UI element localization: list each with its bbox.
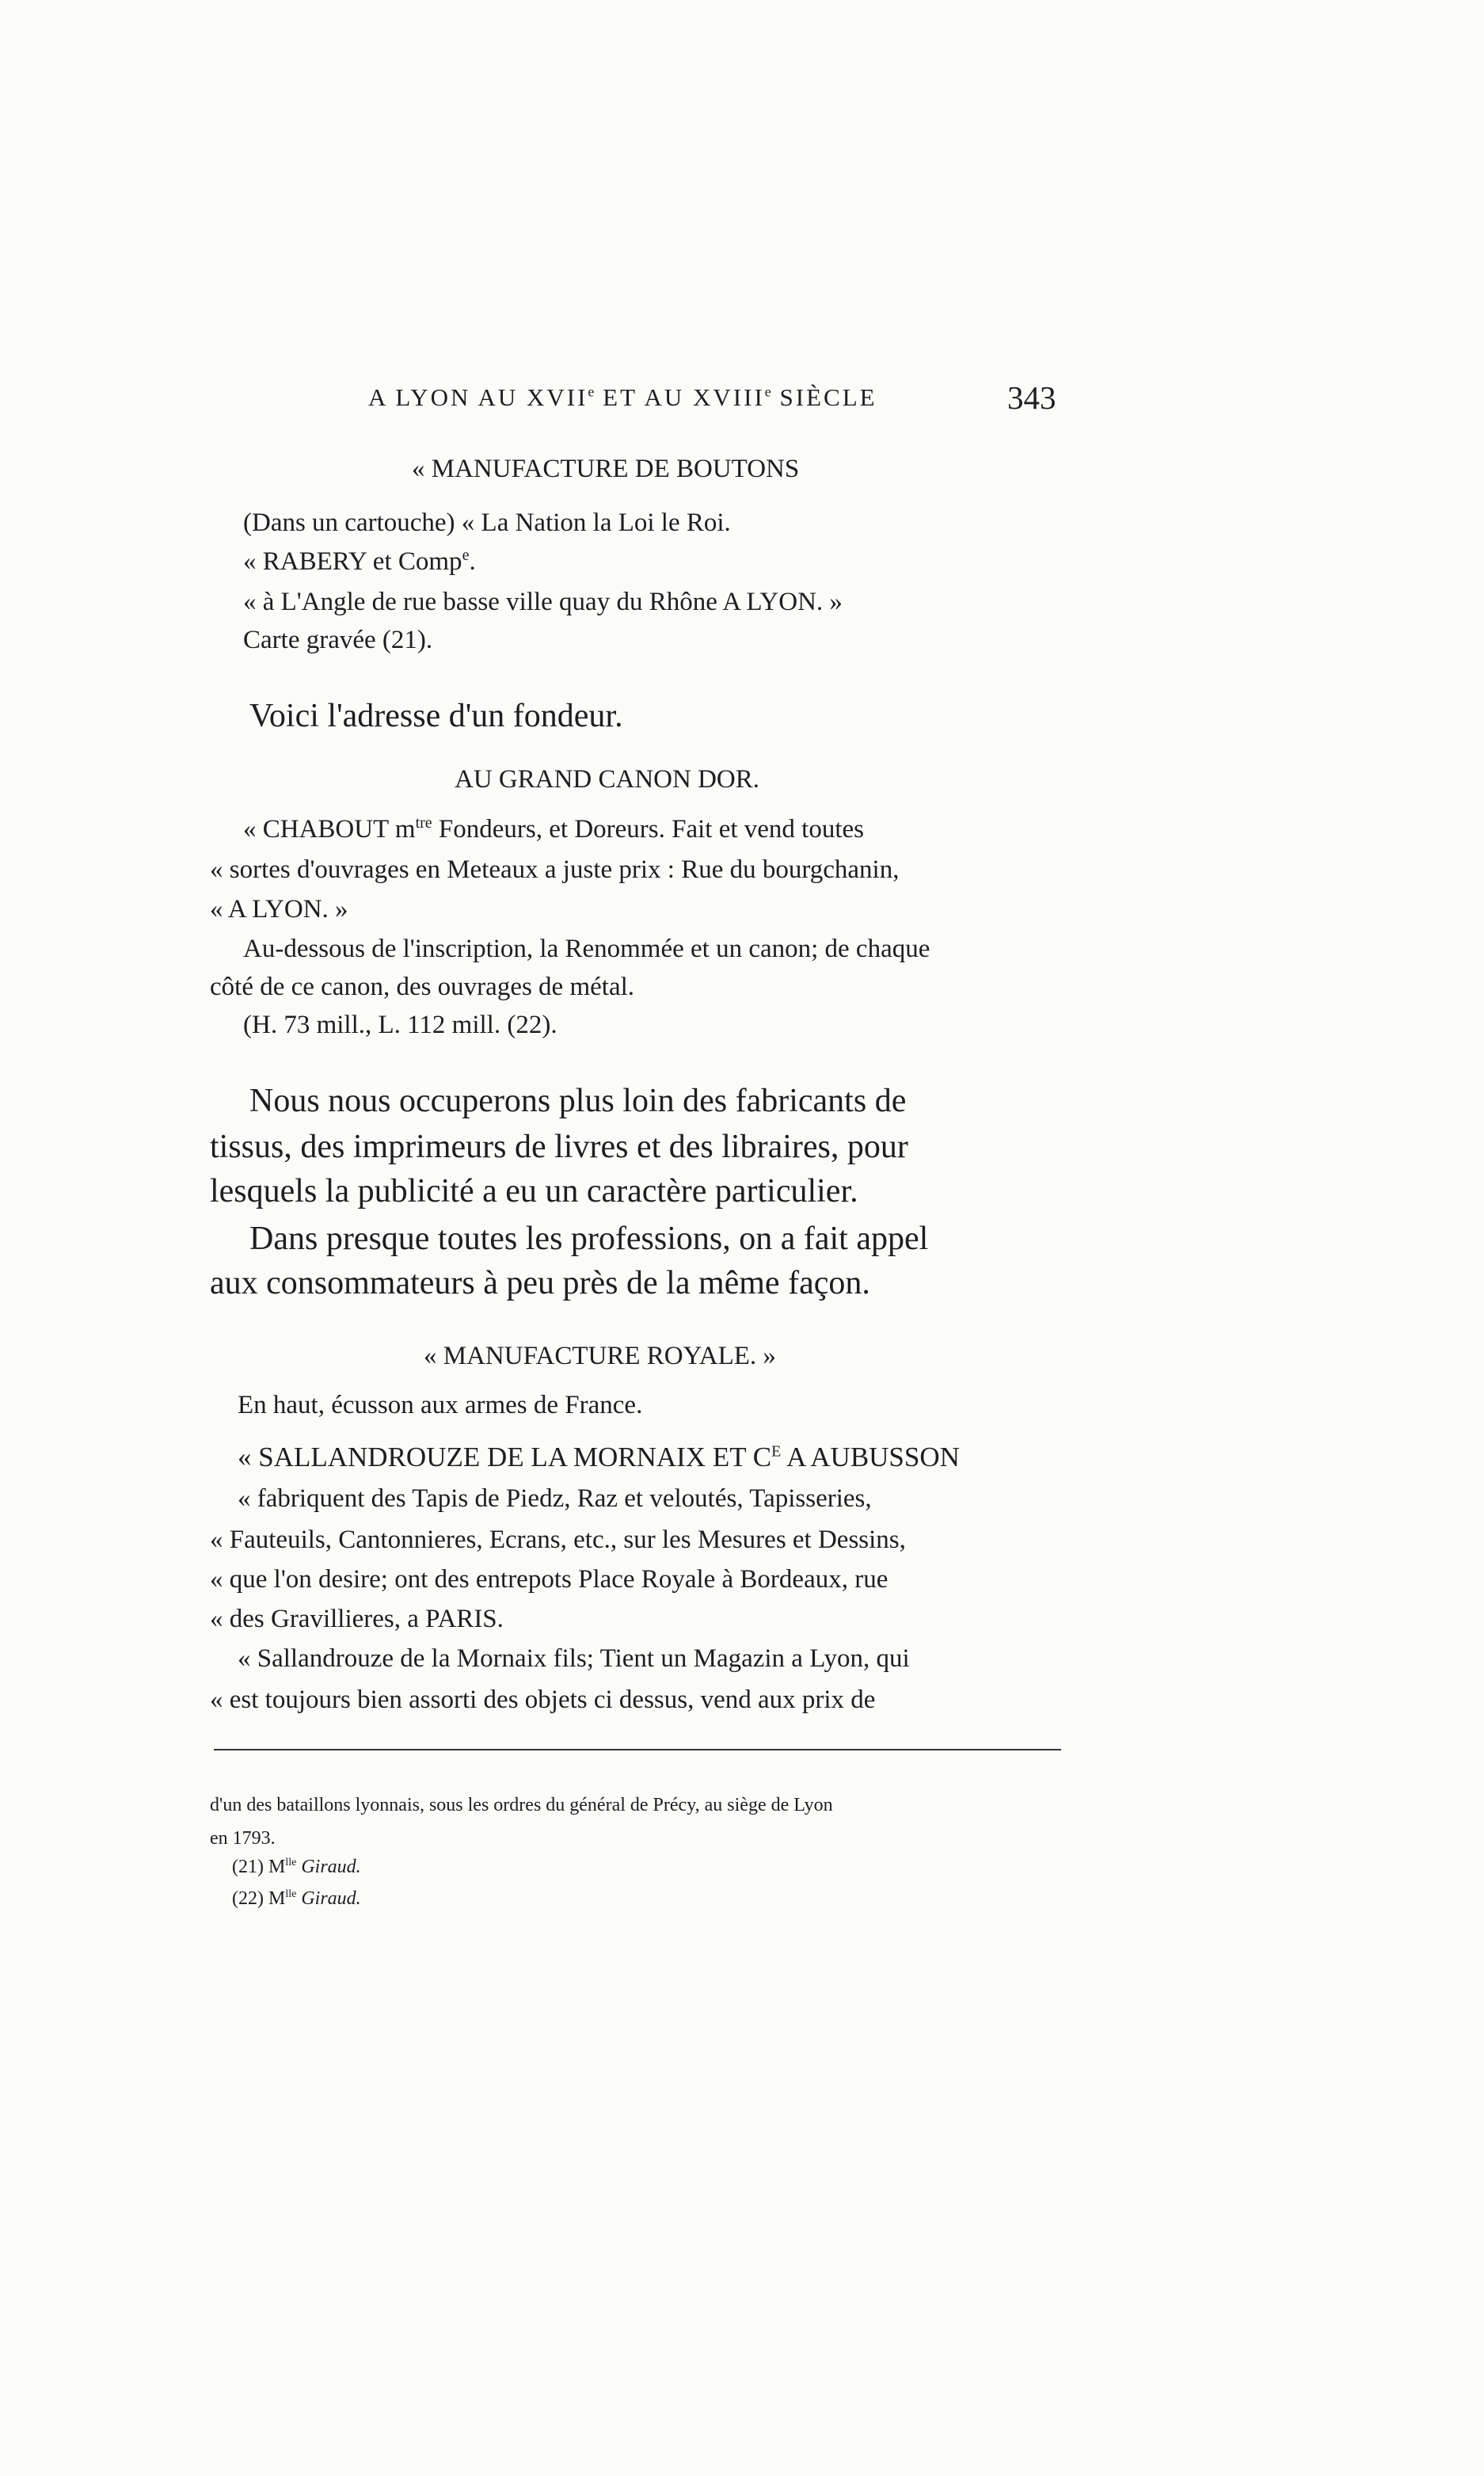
block2-line: « sortes d'ouvrages en Meteaux a juste prix : Rue du bourgchanin, <box>210 855 900 884</box>
footnote-22: (22) $M^{lle}$ Giraud. <box>232 1888 361 1909</box>
block1-line: « RABERY et Comp$^e$. <box>243 547 476 576</box>
paragraph-line: Dans presque toutes les professions, on a fait appel <box>249 1221 929 1257</box>
block2-line: côté de ce canon, des ouvrages de métal. <box>210 973 635 1001</box>
paragraph-line: tissus, des imprimeurs de livres et des libraires, pour <box>210 1129 908 1165</box>
block3-line: En haut, écusson aux armes de France. <box>238 1391 643 1419</box>
block1-line: « à L'Angle de rue basse ville quay du Rhône A LYON. » <box>243 588 843 616</box>
page-number: 343 <box>1007 379 1056 416</box>
block3-line: « Fauteuils, Cantonnieres, Ecrans, etc., sur les Mesures et Dessins, <box>210 1526 906 1554</box>
footnote-continuation: d'un des bataillons lyonnais, sous les ordres du général de Précy, au siège de Lyon <box>210 1795 833 1815</box>
block3-line: « que l'on desire; ont des entrepots Place Royale à Bordeaux, rue <box>210 1565 888 1594</box>
block3-title: « MANUFACTURE ROYALE. » <box>424 1342 776 1370</box>
block3-line: « SALLANDROUZE DE LA MORNAIX ET $C^E$ A AUBUSSON <box>238 1442 960 1472</box>
paragraph: Voici l'adresse d'un fondeur. <box>249 698 623 734</box>
paragraph-line: Nous nous occuperons plus loin des fabricants de <box>249 1083 907 1119</box>
block1-line: Carte gravée (21). <box>243 626 433 654</box>
block2-line: « CHABOUT $m^{tre}$ Fondeurs, et Doreurs. Fait et vend toutes <box>243 814 864 844</box>
running-header: A LYON AU XVIIe ET AU XVIIIe SIÈCLE <box>368 383 877 411</box>
block2-title: AU GRAND CANON DOR. <box>455 765 760 794</box>
paragraph-line: aux consommateurs à peu près de la même façon. <box>210 1265 870 1301</box>
block2-line: Au-dessous de l'inscription, la Renommée et un canon; de chaque <box>243 935 930 963</box>
paragraph-line: lesquels la publicité a eu un caractère particulier. <box>210 1173 858 1209</box>
footnote-continuation: en 1793. <box>210 1828 276 1849</box>
footnote-21: (21) $M^{lle}$ Giraud. <box>232 1857 361 1877</box>
block2-line: (H. 73 mill., L. 112 mill. (22). <box>243 1011 557 1039</box>
block2-line: « A LYON. » <box>210 895 348 924</box>
block3-line: « des Gravillieres, a PARIS. <box>210 1605 504 1633</box>
block1-line: (Dans un cartouche) « La Nation la Loi le Roi. <box>243 509 731 537</box>
block3-line: « Sallandrouze de la Mornaix fils; Tient un Magazin a Lyon, qui <box>238 1644 910 1673</box>
footnote-rule <box>214 1749 1061 1750</box>
block3-line: « fabriquent des Tapis de Piedz, Raz et veloutés, Tapisseries, <box>238 1484 872 1513</box>
block1-title: « MANUFACTURE DE BOUTONS <box>412 455 800 483</box>
block3-line: « est toujours bien assorti des objets ci dessus, vend aux prix de <box>210 1686 876 1714</box>
